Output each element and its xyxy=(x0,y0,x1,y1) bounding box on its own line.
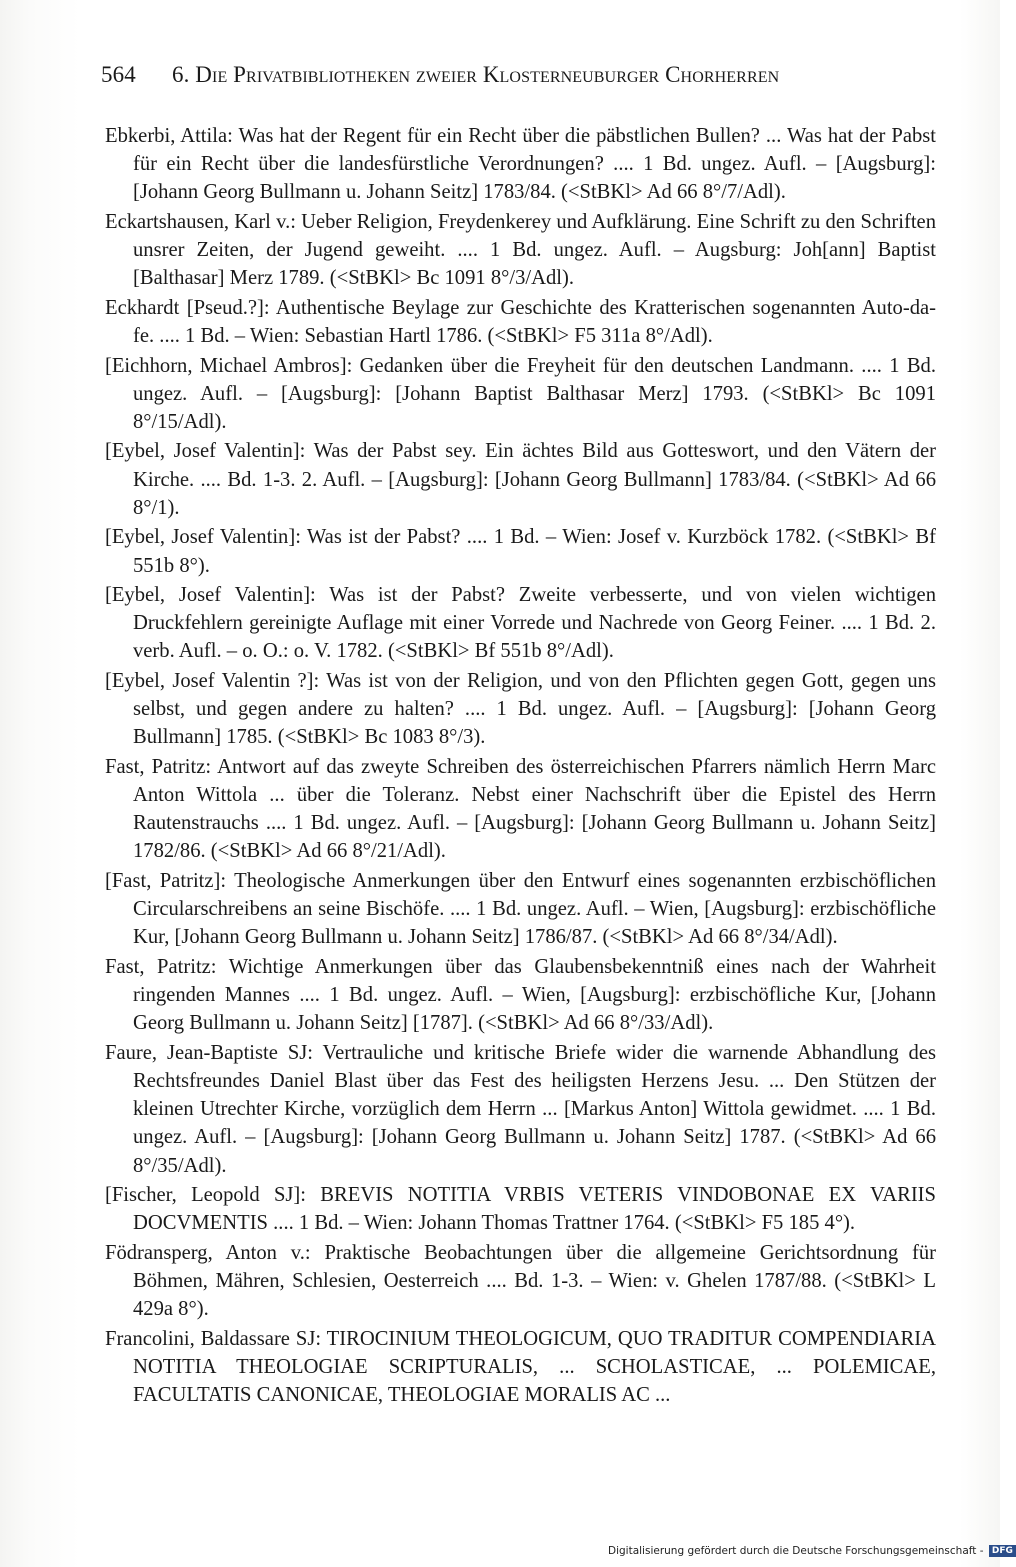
bibliography-entry: [Eybel, Josef Valentin ?]: Was ist von der Religion, und von den Pflichten gegen Gott, gegen uns selbst, und gegen andere zu halten? .... 1 Bd. ungez. Aufl. – [Augsburg]: [Johann Georg Bullmann] 1785. (<StBKl> Bc 1083 8°/3). xyxy=(105,669,936,749)
bibliography-entry: Francolini, Baldassare SJ: TIROCINIUM THEOLOGICUM, QUO TRADITUR COMPENDIARIA NOTITIA THEOLOGIAE SCRIPTURALIS, ... SCHOLASTICAE, ... POLEMICAE, FACULTATIS CANONICAE, THEOLOGIAE MORALIS AC ... xyxy=(105,1327,936,1407)
bibliography-entry: Eckartshausen, Karl v.: Ueber Religion, Freydenkerey und Aufklärung. Eine Schrift zu den Schriften unsrer Zeiten, der Jugend geweiht. .... 1 Bd. ungez. Aufl. – Augsburg: Joh[ann] Baptist [Balthasar] Merz 1789. (<StBKl> Bc 1091 8°/3/Adl). xyxy=(105,210,936,290)
dfg-logo: DFG xyxy=(989,1545,1016,1557)
bibliography-entry: Fast, Patritz: Antwort auf das zweyte Schreiben des österreichischen Pfarrers nämlich Herrn Marc Anton Wittola ... über die Toleranz. Nebst einer Nachschrift über die Epistel des Herrn Rautenstrauchs .... 1 Bd. ungez. Aufl. – [Augsburg]: [Johann Georg Bullmann u. Johann Seitz] 1782/86. (<StBKl> Ad 66 8°/21/Adl). xyxy=(105,755,936,863)
bibliography-entry: [Fischer, Leopold SJ]: BREVIS NOTITIA VRBIS VETERIS VINDOBONAE EX VARIIS DOCVMENTIS .... 1 Bd. – Wien: Johann Thomas Trattner 1764. (<StBKl> F5 185 4°). xyxy=(105,1184,936,1235)
bibliography-list xyxy=(105,122,936,1411)
bibliography-entry: [Fast, Patritz]: Theologische Anmerkungen über den Entwurf eines sogenannten erzbischöflichen Circularschreibens an seine Bischöfe. .... 1 Bd. ungez. Aufl. – Wien, [Augsburg]: erzbischöfliche Kur, [Johann Georg Bullmann u. Johann Seitz] 1786/87. (<StBKl> Ad 66 8°/34/Adl). xyxy=(105,869,936,949)
bibliography-entry: Fast, Patritz: Wichtige Anmerkungen über das Glaubensbekenntniß eines nach der Wahrheit ringenden Mannes .... 1 Bd. ungez. Aufl. – Wien, [Augsburg]: erzbischöfliche Kur, [Johann Georg Bullmann u. Johann Seitz] [1787]. (<StBKl> Ad 66 8°/33/Adl). xyxy=(105,955,936,1035)
bibliography-entry: [Eichhorn, Michael Ambros]: Gedanken über die Freyheit für den deutschen Landmann. .... 1 Bd. ungez. Aufl. – [Augsburg]: [Johann Baptist Balthasar Merz] 1793. (<StBKl> Bc 1091 8°/15/Adl). xyxy=(105,354,936,433)
footer-text: Digitalisierung gefördert durch die Deutsche Forschungsgemeinschaft - xyxy=(608,1545,984,1557)
digitization-footer xyxy=(608,1545,1016,1557)
bibliography-entry: [Eybel, Josef Valentin]: Was ist der Pabst? .... 1 Bd. – Wien: Josef v. Kurzböck 1782. (<StBKl> Bf 551b 8°). xyxy=(105,526,936,577)
running-header xyxy=(101,62,941,88)
bibliography-entry: Ebkerbi, Attila: Was hat der Regent für ein Recht über die päbstlichen Bullen? ... Was hat der Pabst für ein Recht über die landesfürstliche Verordnungen? .... 1 Bd. ungez. Aufl. – [Augsburg]: [Johann Georg Bullmann u. Johann Seitz] 1783/84. (<StBKl> Ad 66 8°/7/Adl). xyxy=(105,125,936,204)
bibliography-entry: Födransperg, Anton v.: Praktische Beobachtungen über die allgemeine Gerichtsordnung für Böhmen, Mähren, Schlesien, Oesterreich .... Bd. 1-3. – Wien: v. Ghelen 1787/88. (<StBKl> L 429a 8°). xyxy=(105,1241,936,1321)
chapter-title: 6. Die Privatbibliotheken zweier Klosterneuburger Chorherren xyxy=(172,62,780,87)
bibliography-entry: [Eybel, Josef Valentin]: Was der Pabst sey. Ein ächtes Bild aus Gotteswort, und den Vätern der Kirche. .... Bd. 1-3. 2. Aufl. – [Augsburg]: [Johann Georg Bullmann] 1783/84. (<StBKl> Ad 66 8°/1). xyxy=(105,440,936,519)
bibliography-entry: Faure, Jean-Baptiste SJ: Vertrauliche und kritische Briefe wider die warnende Abhandlung des Rechtsfreundes Daniel Blast über das Fest des heiligsten Herzens Jesu. ... Den Stützen der kleinen Utrechter Kirche, vorzüglich dem Herrn ... [Markus Anton] Wittola gewidmet. .... 1 Bd. ungez. Aufl. – [Augsburg]: [Johann Georg Bullmann u. Johann Seitz] 1787. (<StBKl> Ad 66 8°/35/Adl). xyxy=(105,1041,936,1177)
bibliography-entry: [Eybel, Josef Valentin]: Was ist der Pabst? Zweite verbesserte, und von vielen wichtigen Druckfehlern gereinigte Auflage mit einer Vorrede und Nachrede von Georg Feiner. .... 1 Bd. 2. verb. Aufl. – o. O.: o. V. 1782. (<StBKl> Bf 551b 8°/Adl). xyxy=(105,584,936,663)
page-number: 564 xyxy=(101,62,136,87)
bibliography-entry: Eckhardt [Pseud.?]: Authentische Beylage zur Geschichte des Kratterischen sogenannten Auto-da-fe. .... 1 Bd. – Wien: Sebastian Hartl 1786. (<StBKl> F5 311a 8°/Adl). xyxy=(105,296,936,348)
